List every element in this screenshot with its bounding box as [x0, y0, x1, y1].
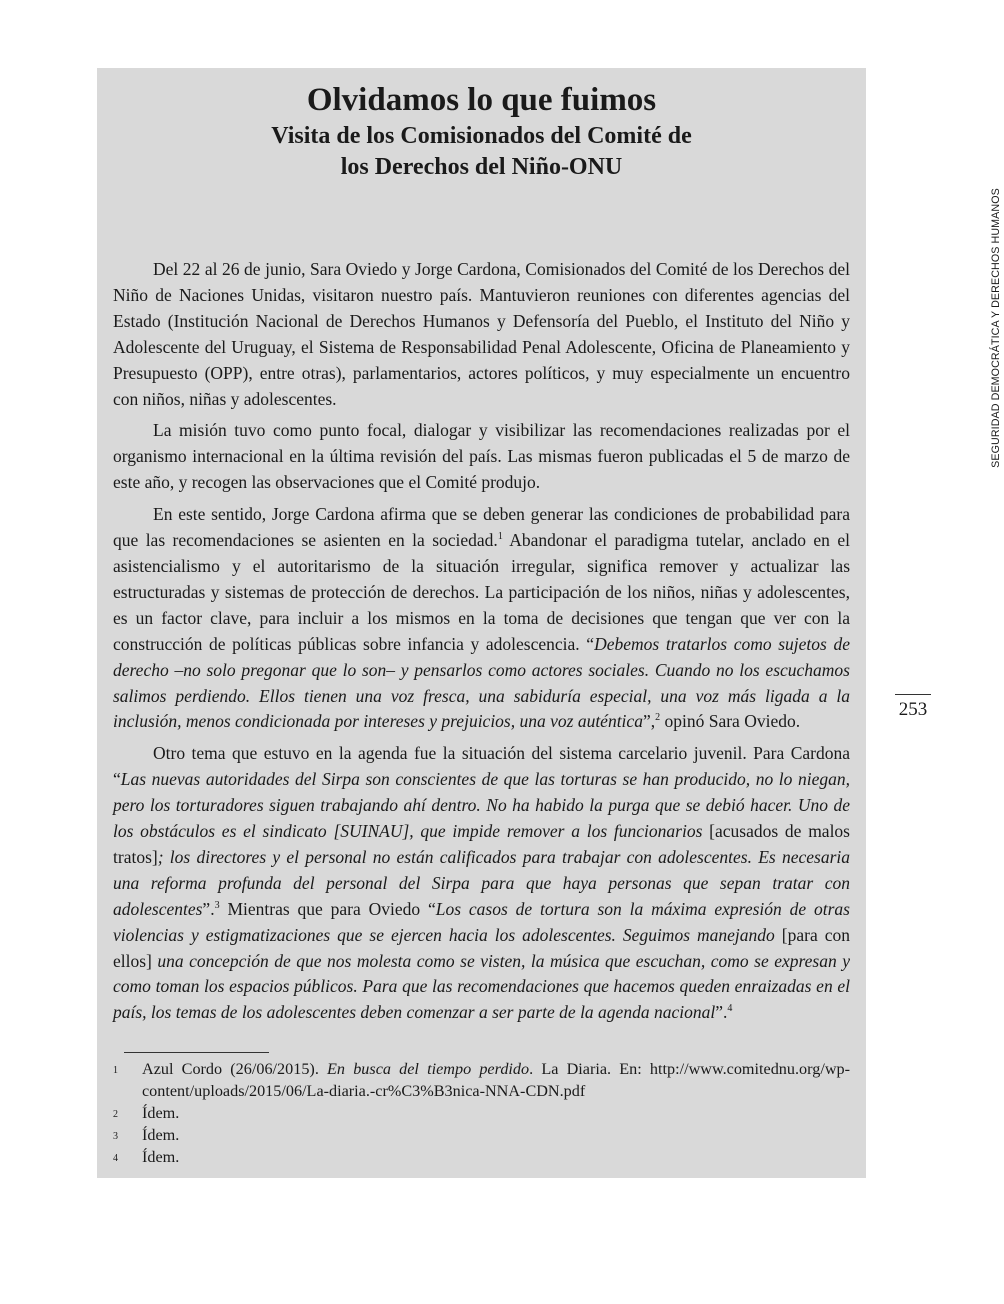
paragraph-1: Del 22 al 26 de junio, Sara Oviedo y Jorge Cardona, Comisionados del Comité de los Derechos del Niño de Naciones Unidas, visitaron nuestro país. Mantuvieron reuniones con diferentes agencias del Estado (Institución Nacional de Derechos Humanos y Defensoría del Pueblo, el Instituto del Niño y Adolescente del Uruguay, el Sistema de Responsabilidad Penal Adolescente, Oficina de Planeamiento y Presupuesto (OPP), entre otras), parlamentarios, actores políticos, y muy especialmente un encuentro con niños, niñas y adolescentes.	[113, 259, 850, 409]
paragraph-4	[113, 741, 850, 1026]
footnote-divider	[124, 1052, 269, 1053]
p4-text-c: ”.	[202, 898, 215, 919]
p4-quote-4: una concepción de que nos molesta como se visten, la música que escuchan, como se expresan y como toman los espacios públicos. Para que las recomendaciones que hacemos queden enraizadas en el país, los temas de los adolescentes deben comenzar a ser parte de la agenda nacional	[113, 950, 850, 1023]
footnote-1-author: Azul Cordo (26/06/2015).	[142, 1060, 328, 1078]
p3-text-b: Abandonar el paradigma tutelar, anclado en el asistencialismo y el autoritarismo de la situación irregular, significa remover y actualizar las estructuradas y sistemas de protección de derechos. La participación de los niños, niñas y adolescentes, es un factor clave, para incluir a los mismos en la toma de decisiones que tengan que ver con la construcción de políticas públicas sobre infancia y adolescencia. “	[113, 530, 850, 654]
footnote-text: Ídem.	[142, 1148, 180, 1166]
page-title: Olvidamos lo que fuimos	[306, 82, 657, 118]
footnote-number: 4	[113, 1153, 118, 1164]
footnote-text	[113, 1058, 850, 1102]
footnote-text: Ídem.	[142, 1104, 180, 1122]
footnote-ref-2: 2	[655, 712, 661, 724]
page-number: 253	[898, 699, 928, 720]
p4-text-a: Otro tema que estuvo en la agenda fue la situación del sistema carcelario juvenil. Para Cardona “	[113, 743, 850, 790]
article-body	[113, 257, 850, 1032]
p4-text-d: Mientras que para Oviedo “	[219, 898, 436, 919]
subtitle-line-1: Visita de los Comisionados del Comité de	[271, 123, 692, 149]
p4-quote-2: ; los directores y el personal no están calificados para trabajar con adolescentes. Es necesaria una reforma profunda del personal del Sirpa para que haya personas que sepan tratar con adolescentes	[113, 846, 850, 919]
footnote-1-title: En busca del tiempo perdido	[327, 1060, 530, 1078]
page-number-rule	[895, 694, 931, 695]
footnote-4	[113, 1146, 850, 1168]
footnote-number: 1	[113, 1065, 118, 1076]
p4-text-f: ”.	[715, 1002, 728, 1023]
p3-quote: Debemos tratarlos como sujetos de derecho –no solo pregonar que lo son– y pensarlos como actores sociales. Cuando no los escuchamos salimos perdiendo. Ellos tienen una voz fresca, una sabiduría especial, una voz más ligada a la inclusión, menos condicionada por intereses y prejuicios, una voz auténtica	[113, 633, 850, 732]
p4-quote-1: Las nuevas autoridades del Sirpa son conscientes de que las torturas se han producido, no lo niegan, pero los torturadores siguen trabajando ahí dentro. No ha habido la purga que se debió hacer. Uno de los obstáculos es el sindicato [SUINAU], que impide remover a los funcionarios	[113, 769, 850, 842]
footnote-number: 2	[113, 1109, 118, 1120]
p3-text-d: opinó Sara Oviedo.	[660, 711, 801, 732]
paragraph-3	[113, 502, 850, 735]
p3-text-a: En este sentido, Jorge Cardona afirma que se deben generar las condiciones de probabilidad para que las recomendaciones se asienten en la sociedad.	[113, 504, 850, 551]
footnote-ref-4: 4	[727, 1003, 733, 1015]
p4-text-e: [para con ellos]	[113, 924, 850, 971]
footnote-ref-1: 1	[497, 531, 503, 543]
p4-text-b: [acusados de malos tratos]	[113, 821, 850, 867]
footnote-text: Ídem.	[142, 1126, 180, 1144]
running-head: SEGURIDAD DEMOCRÁTICA Y DERECHOS HUMANOS	[990, 188, 1002, 468]
footnote-2	[113, 1102, 850, 1124]
footnote-1	[113, 1058, 850, 1102]
footnote-ref-3: 3	[214, 899, 220, 911]
subtitle-line-2: los Derechos del Niño-ONU	[340, 154, 623, 180]
page-subtitle	[97, 121, 866, 183]
p3-text-c: ”,	[642, 711, 656, 732]
footnote-3	[113, 1124, 850, 1146]
footnote-number: 3	[113, 1131, 118, 1142]
footnote-1-source: . La Diaria. En: http://www.comitednu.org/wp-content/uploads/2015/06/La-diaria.-cr%C3%B3nica-NNA-CDN.pdf	[142, 1060, 850, 1100]
paragraph-2: La misión tuvo como punto focal, dialogar y visibilizar las recomendaciones realizadas por el organismo internacional en la última revisión del país. Las mismas fueron publicadas el 5 de marzo de este año, y recogen las observaciones que el Comité produjo.	[113, 420, 850, 493]
p4-quote-3: Los casos de tortura son la máxima expresión de otras violencias y estigmatizaciones que se ejercen hacia los adolescentes. Seguimos manejando	[113, 898, 850, 945]
